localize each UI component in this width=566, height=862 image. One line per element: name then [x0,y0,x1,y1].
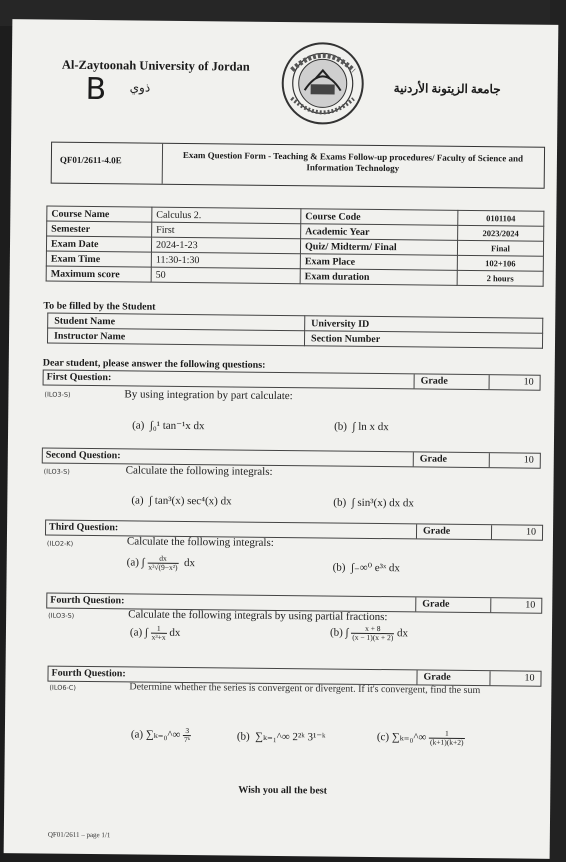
fraction: $\frac{dx}{\text{x²√(9−x²)}}$ [148,553,178,572]
question-5-grade: 10 [489,671,540,686]
course-info-label: Quiz/ Midterm/ Final [300,239,457,256]
course-info-value: Calculus 2. [152,207,301,224]
differential: dx [169,626,181,639]
question-1b-expression: ∫ ln x dx [352,420,389,434]
course-info-label: Exam duration [300,269,457,286]
instructions: Dear student, please answer the following questions: [42,357,266,371]
course-info-value: First [152,222,301,239]
question-2-title: Second Question: [45,449,121,462]
question-4-prompt: Calculate the following integrals by using partial fractions: [128,608,388,624]
course-info-label: Semester [47,221,152,237]
part-label: (b) [329,626,343,639]
question-3-title: Third Question: [49,521,119,534]
part-label: (b) [333,496,347,509]
university-seal-icon [279,40,366,127]
section-number-label: Section Number [304,331,542,348]
fraction: $\frac{1}{(k+1)(k+2)}$ [430,728,464,747]
course-info-label: Exam Place [300,254,457,271]
fraction: $\frac{3}{\text{7ᵏ}}$ [184,726,191,745]
course-info-label: Academic Year [301,224,458,241]
question-5-prompt: Determine whether the series is convergent or divergent. If it's convergent, find the sum [129,681,481,697]
question-3b-expression: ∫₋∞⁰ e³ˣ dx [350,561,400,575]
fraction: $\frac{x + 8}{(x - 1)(x + 2)}$ [352,623,394,643]
form-header [51,142,545,189]
question-2-header [42,447,541,468]
student-info-table [47,313,543,349]
course-info-value: 2023/2024 [458,225,544,241]
question-4a: (a) ∫ $\frac{1}{\text{x³+x}}$ dx [129,623,181,642]
question-5-title: Fourth Question: [51,667,126,680]
university-name-english: Al-Zaytoonah University of Jordan [61,57,250,74]
student-section-heading: To be filled by the Student [43,300,156,313]
page-footer: QF01/2611 – page 1/1 [47,830,111,840]
question-2a [131,494,231,507]
form-code: QF01/2611-4.0E [59,154,122,166]
course-info-value: 11:30-1:30 [151,252,300,269]
part-label: (b) [332,561,346,574]
question-3-grade: 10 [491,525,542,540]
student-name-label: Student Name [48,313,305,331]
question-3-header [45,520,543,541]
question-4-grade: 10 [490,598,541,613]
university-name-arabic: جامعة الزيتونة الأردنية [393,81,501,97]
question-5b-expression: ∑ₖ₌₁^∞ 2²ᵏ 3¹⁻ᵏ [255,730,326,744]
part-label: (c) [376,731,390,744]
grade-label: Grade [415,597,492,612]
course-info-label: Exam Time [46,251,151,267]
question-2a-expression: ∫ tan³(x) sec⁴(x) dx [149,494,232,508]
question-3-prompt: Calculate the following integrals: [126,535,274,549]
question-1a [132,418,205,432]
question-2b [333,497,414,510]
fraction: $\frac{1}{\text{x³+x}}$ [151,623,166,642]
course-info-label: Course Code [301,209,458,226]
part-label: (b) [334,420,348,433]
question-2-prompt: Calculate the following integrals: [125,464,273,478]
question-1-grade: 10 [489,375,540,390]
grade-label: Grade [414,374,491,389]
question-2-ilo: (ILO3-S) [43,467,70,476]
part-label: (a) [126,556,139,569]
question-1-header [43,370,541,391]
question-4-ilo: (ILO3-S) [48,611,75,620]
course-info-value: 50 [151,267,300,284]
exam-paper [4,19,559,859]
course-info-label: Maximum score [46,266,151,282]
course-info-value: 2024-1-23 [151,237,300,254]
question-2-grade: 10 [489,453,540,468]
differential: dx [183,557,196,570]
question-1-ilo: (ILO3-S) [44,390,71,399]
question-5c [377,729,465,747]
question-1a-expression: ∫₀¹ tan⁻¹x dx [149,419,205,433]
question-1-title: First Question: [46,371,112,384]
handwritten-letter: B [85,71,107,108]
question-5-ilo: (ILO6-C) [49,683,76,692]
handwritten-note: ذوي [129,80,151,95]
part-label: (b) [236,730,250,743]
part-label: (a) [131,494,144,507]
grade-label: Grade [416,670,493,685]
summation: ∑ₖ₌₀^∞ [391,731,427,744]
university-id-label: University ID [305,316,543,333]
course-info-table [46,206,545,287]
question-4-title: Fourth Question: [50,594,125,607]
course-info-value: 102+106 [457,255,543,271]
divider [162,144,163,184]
part-label: (a) [132,419,145,432]
question-1-prompt: By using integration by part calculate: [124,388,293,403]
course-info-value: 0101104 [458,210,544,226]
closing-message: Wish you all the best [238,784,328,797]
grade-label: Grade [413,452,490,467]
course-info-label: Course Name [47,206,152,222]
form-title: Exam Question Form - Teaching & Exams Follow-up procedures/ Faculty of Science and Information Technology [182,149,524,174]
grade-label: Grade [416,524,493,539]
part-label: (a) [129,626,143,639]
question-3b [333,561,400,575]
question-4b: (b) ∫ $\frac{x + 8}{(x - 1)(x + 2)}$ dx [329,623,409,643]
question-3-ilo: (ILO2-K) [46,539,74,548]
summation: ∑ₖ₌₀^∞ [145,728,181,741]
differential: dx [396,627,409,640]
question-1b [334,421,389,434]
part-label: (a) [130,728,144,741]
question-5a [131,726,192,744]
course-info-value: 2 hours [457,270,543,286]
course-info-value: Final [457,240,543,256]
course-info-label: Exam Date [46,236,151,252]
question-5b [237,730,326,744]
question-3a: (a) ∫ $\frac{dx}{\text{x²√(9−x²)}}$ dx [126,553,196,572]
question-2b-expression: ∫ sin³(x) dx dx [351,496,414,510]
instructor-name-label: Instructor Name [47,328,304,346]
